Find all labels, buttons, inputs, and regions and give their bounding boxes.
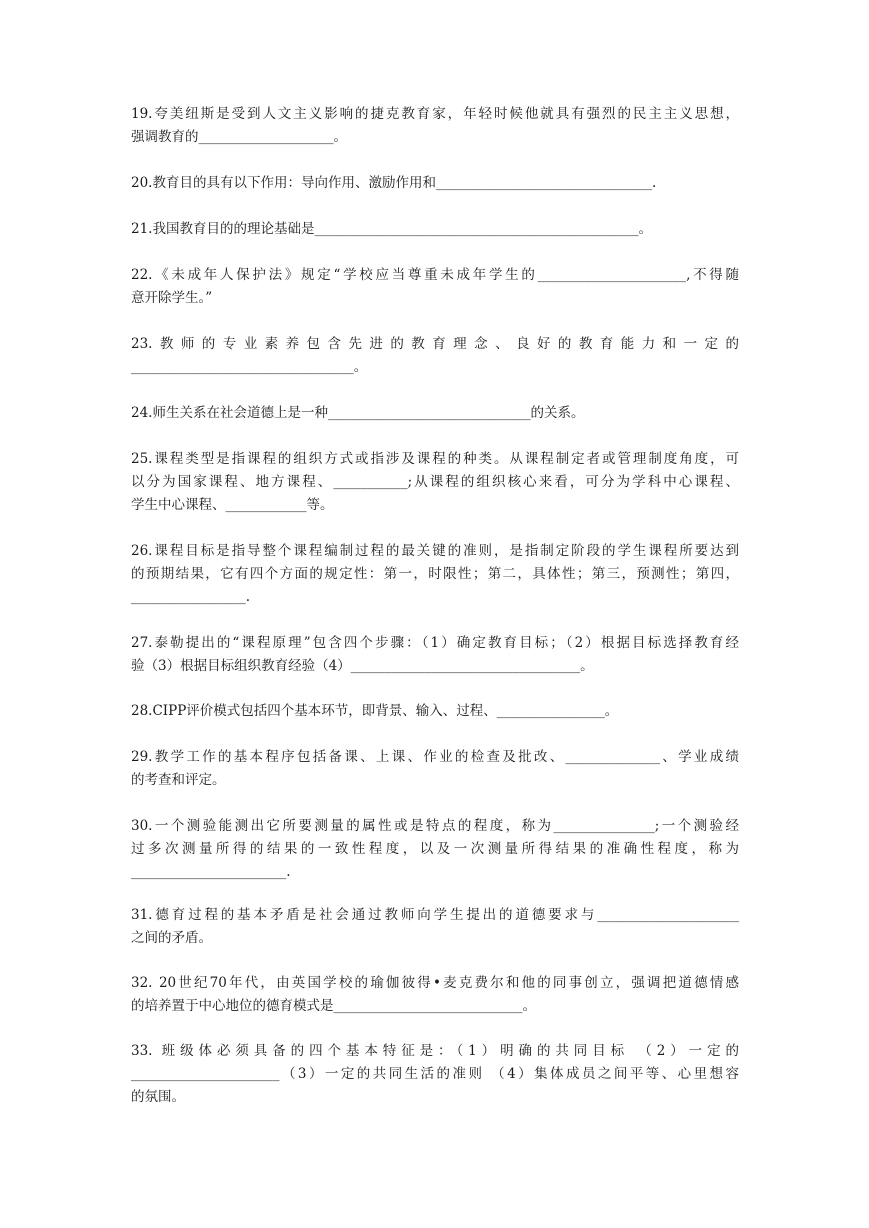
question-25-line-2: 以分为国家课程、地方课程、___________;从课程的组织核心来看，可分为学科中心课程、	[131, 474, 739, 490]
question-21-line-1: 21.我国教育目的的理论基础是________________________________________________。	[131, 221, 652, 237]
question-24	[131, 402, 739, 425]
question-32-line-1: 32. 20世纪70年代，由英国学校的瑜伽彼得•麦克费尔和他的同事创立，强调把道德情感	[131, 975, 739, 991]
question-27-line-2: 验（3）根据目标组织教育经验（4）__________________________________。	[131, 658, 594, 674]
question-29-line-2: 的考查和评定。	[131, 772, 226, 788]
question-25-line-3: 学生中心课程、____________等。	[131, 497, 334, 513]
question-26-line-2: 的预期结果，它有四个方面的规定性：第一，时限性；第二，具体性；第三，预测性；第四，	[131, 566, 739, 582]
question-26-line-3: _________________.	[131, 589, 251, 605]
question-19-line-2: 强调教育的____________________。	[131, 129, 347, 145]
question-31-line-2: 之间的矛盾。	[131, 930, 212, 946]
question-19	[131, 103, 739, 149]
question-31-line-1: 31.德育过程的基本矛盾是社会通过教师向学生提出的道德要求与_____________________	[131, 907, 739, 923]
question-28-line-1: 28.CIPP评价模式包括四个基本环节，即背景、输入、过程、________________。	[131, 703, 619, 719]
question-27	[131, 632, 739, 678]
question-30	[131, 815, 739, 884]
question-25	[131, 448, 739, 517]
question-33-line-2: ______________________（3）一定的共同生活的准则 （4）集体成员之间平等、心里想容	[131, 1066, 739, 1082]
question-33-line-1: 33. 班级体必须具备的四个基本特征是：（1）明确的共同目标 （2）一定的	[131, 1043, 739, 1059]
question-21	[131, 218, 739, 241]
question-30-line-1: 30.一个测验能测出它所要测量的属性或是特点的程度，称为_______________;一个测验经	[131, 818, 739, 834]
question-29	[131, 746, 739, 792]
question-31	[131, 904, 739, 950]
question-22	[131, 264, 739, 310]
question-24-line-1: 24.师生关系在社会道德上是一种______________________________的关系。	[131, 405, 585, 421]
question-27-line-1: 27.泰勒提出的“课程原理”包含四个步骤：（1）确定教育目标；（2）根据目标选择教育经	[131, 635, 739, 651]
question-26	[131, 540, 739, 609]
question-30-line-2: 过多次测量所得的结果的一致性程度，以及一次测量所得结果的准确性程度，称为	[131, 841, 739, 857]
question-29-line-1: 29.教学工作的基本程序包括备课、上课、作业的检查及批改、______________、学业成绩	[131, 749, 739, 765]
question-20-line-1: 20.教育目的具有以下作用：导向作用、激励作用和________________________________.	[131, 175, 657, 191]
question-22-line-1: 22.《未成年人保护法》规定“学校应当尊重未成年学生的______________________,不得随	[131, 267, 739, 283]
question-32	[131, 972, 739, 1018]
question-30-line-3: _______________________.	[131, 864, 291, 880]
question-25-line-1: 25.课程类型是指课程的组织方式或指涉及课程的种类。从课程制定者或管理制度角度，可	[131, 451, 739, 467]
question-26-line-1: 26.课程目标是指导整个课程编制过程的最关键的准则，是指制定阶段的学生课程所要达到	[131, 543, 739, 559]
question-20	[131, 172, 739, 195]
question-23	[131, 333, 739, 379]
question-23-line-2: _________________________________。	[131, 359, 368, 375]
question-33-line-3: 的氛围。	[131, 1089, 185, 1105]
question-32-line-2: 的培养置于中心地位的德育模式是____________________________。	[131, 998, 536, 1014]
question-33	[131, 1040, 739, 1109]
question-22-line-2: 意开除学生。”	[131, 290, 213, 306]
question-28	[131, 700, 739, 723]
question-19-line-1: 19.夸美纽斯是受到人文主义影响的捷克教育家，年轻时候他就具有强烈的民主主义思想，	[131, 106, 739, 122]
question-23-line-1: 23.教师的专业素养包含先进的教育理念、良好的教育能力和一定的	[131, 336, 739, 352]
